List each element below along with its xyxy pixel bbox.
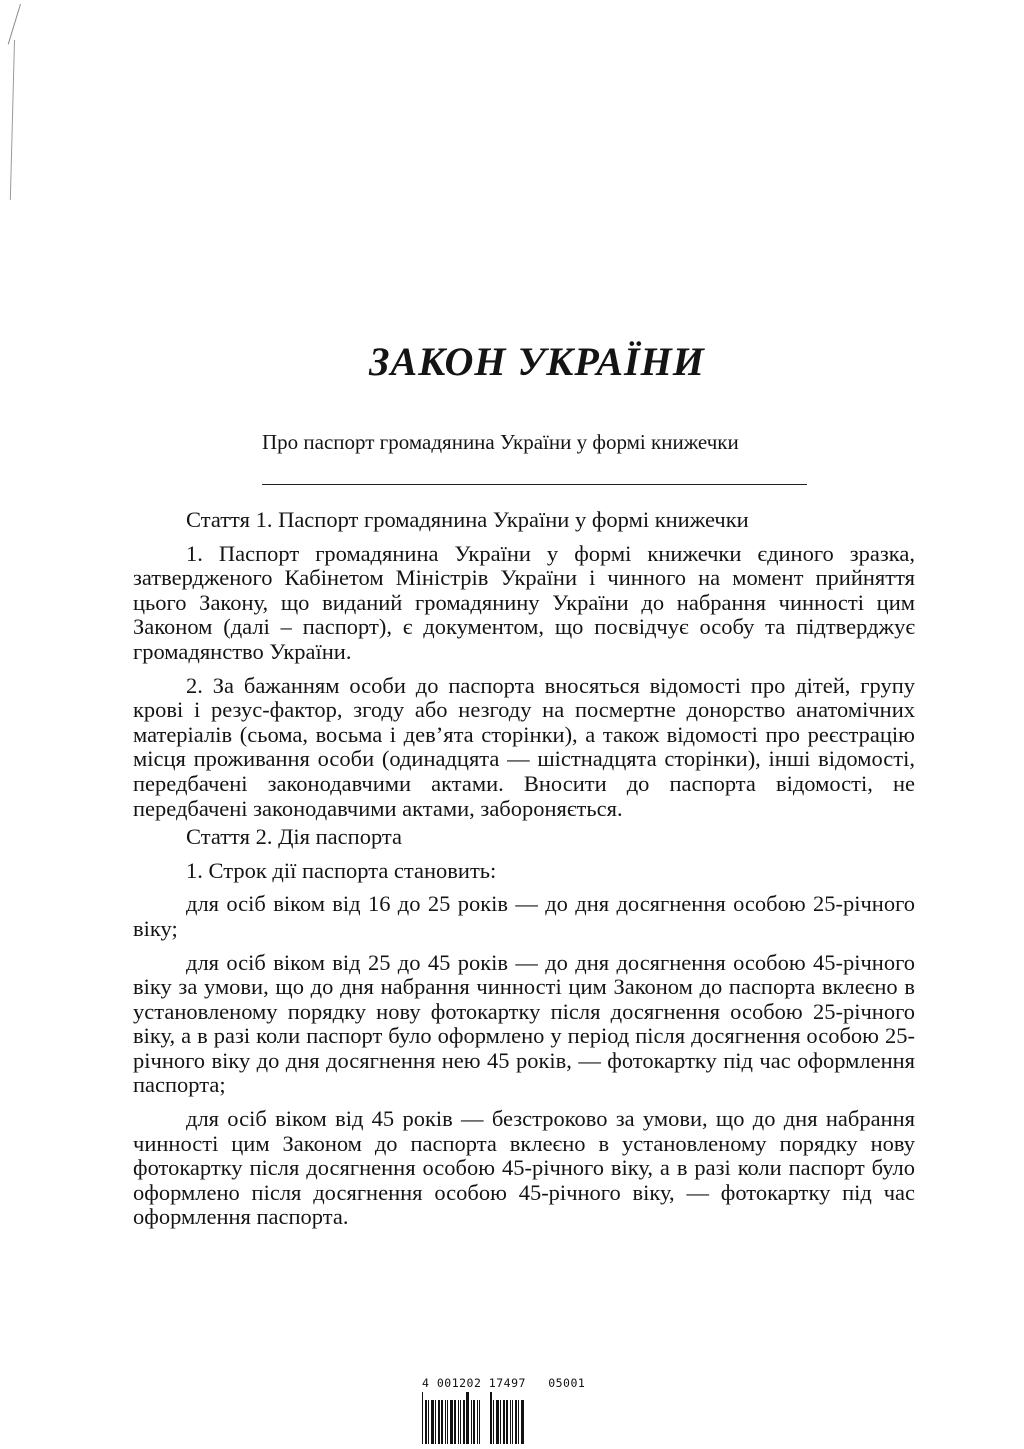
- article-2-heading: Стаття 2. Дія паспорта: [186, 824, 402, 850]
- barcode-digits: 4 001202 17497 05001: [422, 1376, 586, 1390]
- article-1-paragraph-1: 1. Паспорт громадянина України у формі книжечки єдиного зразка, затвердженого Кабінетом Міністрів України і чинного на момент прийняття цього Закону, що виданий громадянину України до набрання чинності цим Законом (далі – паспорт), є документом, що посвідчує особу та підтверджує громадянство України.: [133, 540, 915, 664]
- article-2-paragraph-2: для осіб віком від 16 до 25 років — до дня досягнення особою 25-річного віку;: [133, 891, 915, 941]
- document-subtitle: Про паспорт громадянина України у формі книжечки: [262, 430, 739, 454]
- barcode-icon: [422, 1392, 612, 1444]
- article-2-paragraph-4: для осіб віком від 45 років — безстроково за умови, що до дня набрання чинності цим Законом до паспорта вклеєно в установленому порядку нову фотокартку після досягнення особою 45-річного віку, а в разі коли паспорт було оформлено після досягнення особою 45-річного віку, — фотокартку під час оформлення паспорта.: [133, 1106, 915, 1230]
- scan-edge-mark: [8, 4, 21, 44]
- scan-edge-line: [10, 40, 15, 200]
- document-title: ЗАКОН УКРАЇНИ: [369, 339, 705, 384]
- article-2-paragraph-1: 1. Строк дії паспорта становить:: [186, 857, 497, 883]
- article-2: [133, 825, 915, 1230]
- title-divider: [262, 484, 807, 485]
- article-2-paragraph-3: для осіб віком від 25 до 45 років — до дня досягнення особою 45-річного віку за умови, що до дня набрання чинності цим Законом до паспорта вклеєно в установленому порядку нову фотокартку після досягнення особою 25-річного віку, а в разі коли паспорт було оформлено у період після досягнення особою 25-річного віку до дня досягнення нею 45 років, — фотокартку під час оформлення паспорта;: [133, 949, 915, 1098]
- barcode: [422, 1376, 612, 1444]
- article-1: [133, 508, 915, 821]
- article-1-paragraph-2: 2. За бажанням особи до паспорта вносяться відомості про дітей, групу крові і резус-фактор, згоду або незгоду на посмертне донорство анатомічних матеріалів (сьома, восьма і дев’ята сторінки), а також відомості про реєстрацію місця проживання особи (одинадцята — шістнадцята сторінки), інші відомості, передбачені законодавчими актами. Вносити до паспорта відомості, не передбачені законодавчими актами, забороняється.: [133, 672, 915, 821]
- document-body: [133, 508, 915, 1239]
- article-1-heading: Стаття 1. Паспорт громадянина України у формі книжечки: [186, 507, 749, 532]
